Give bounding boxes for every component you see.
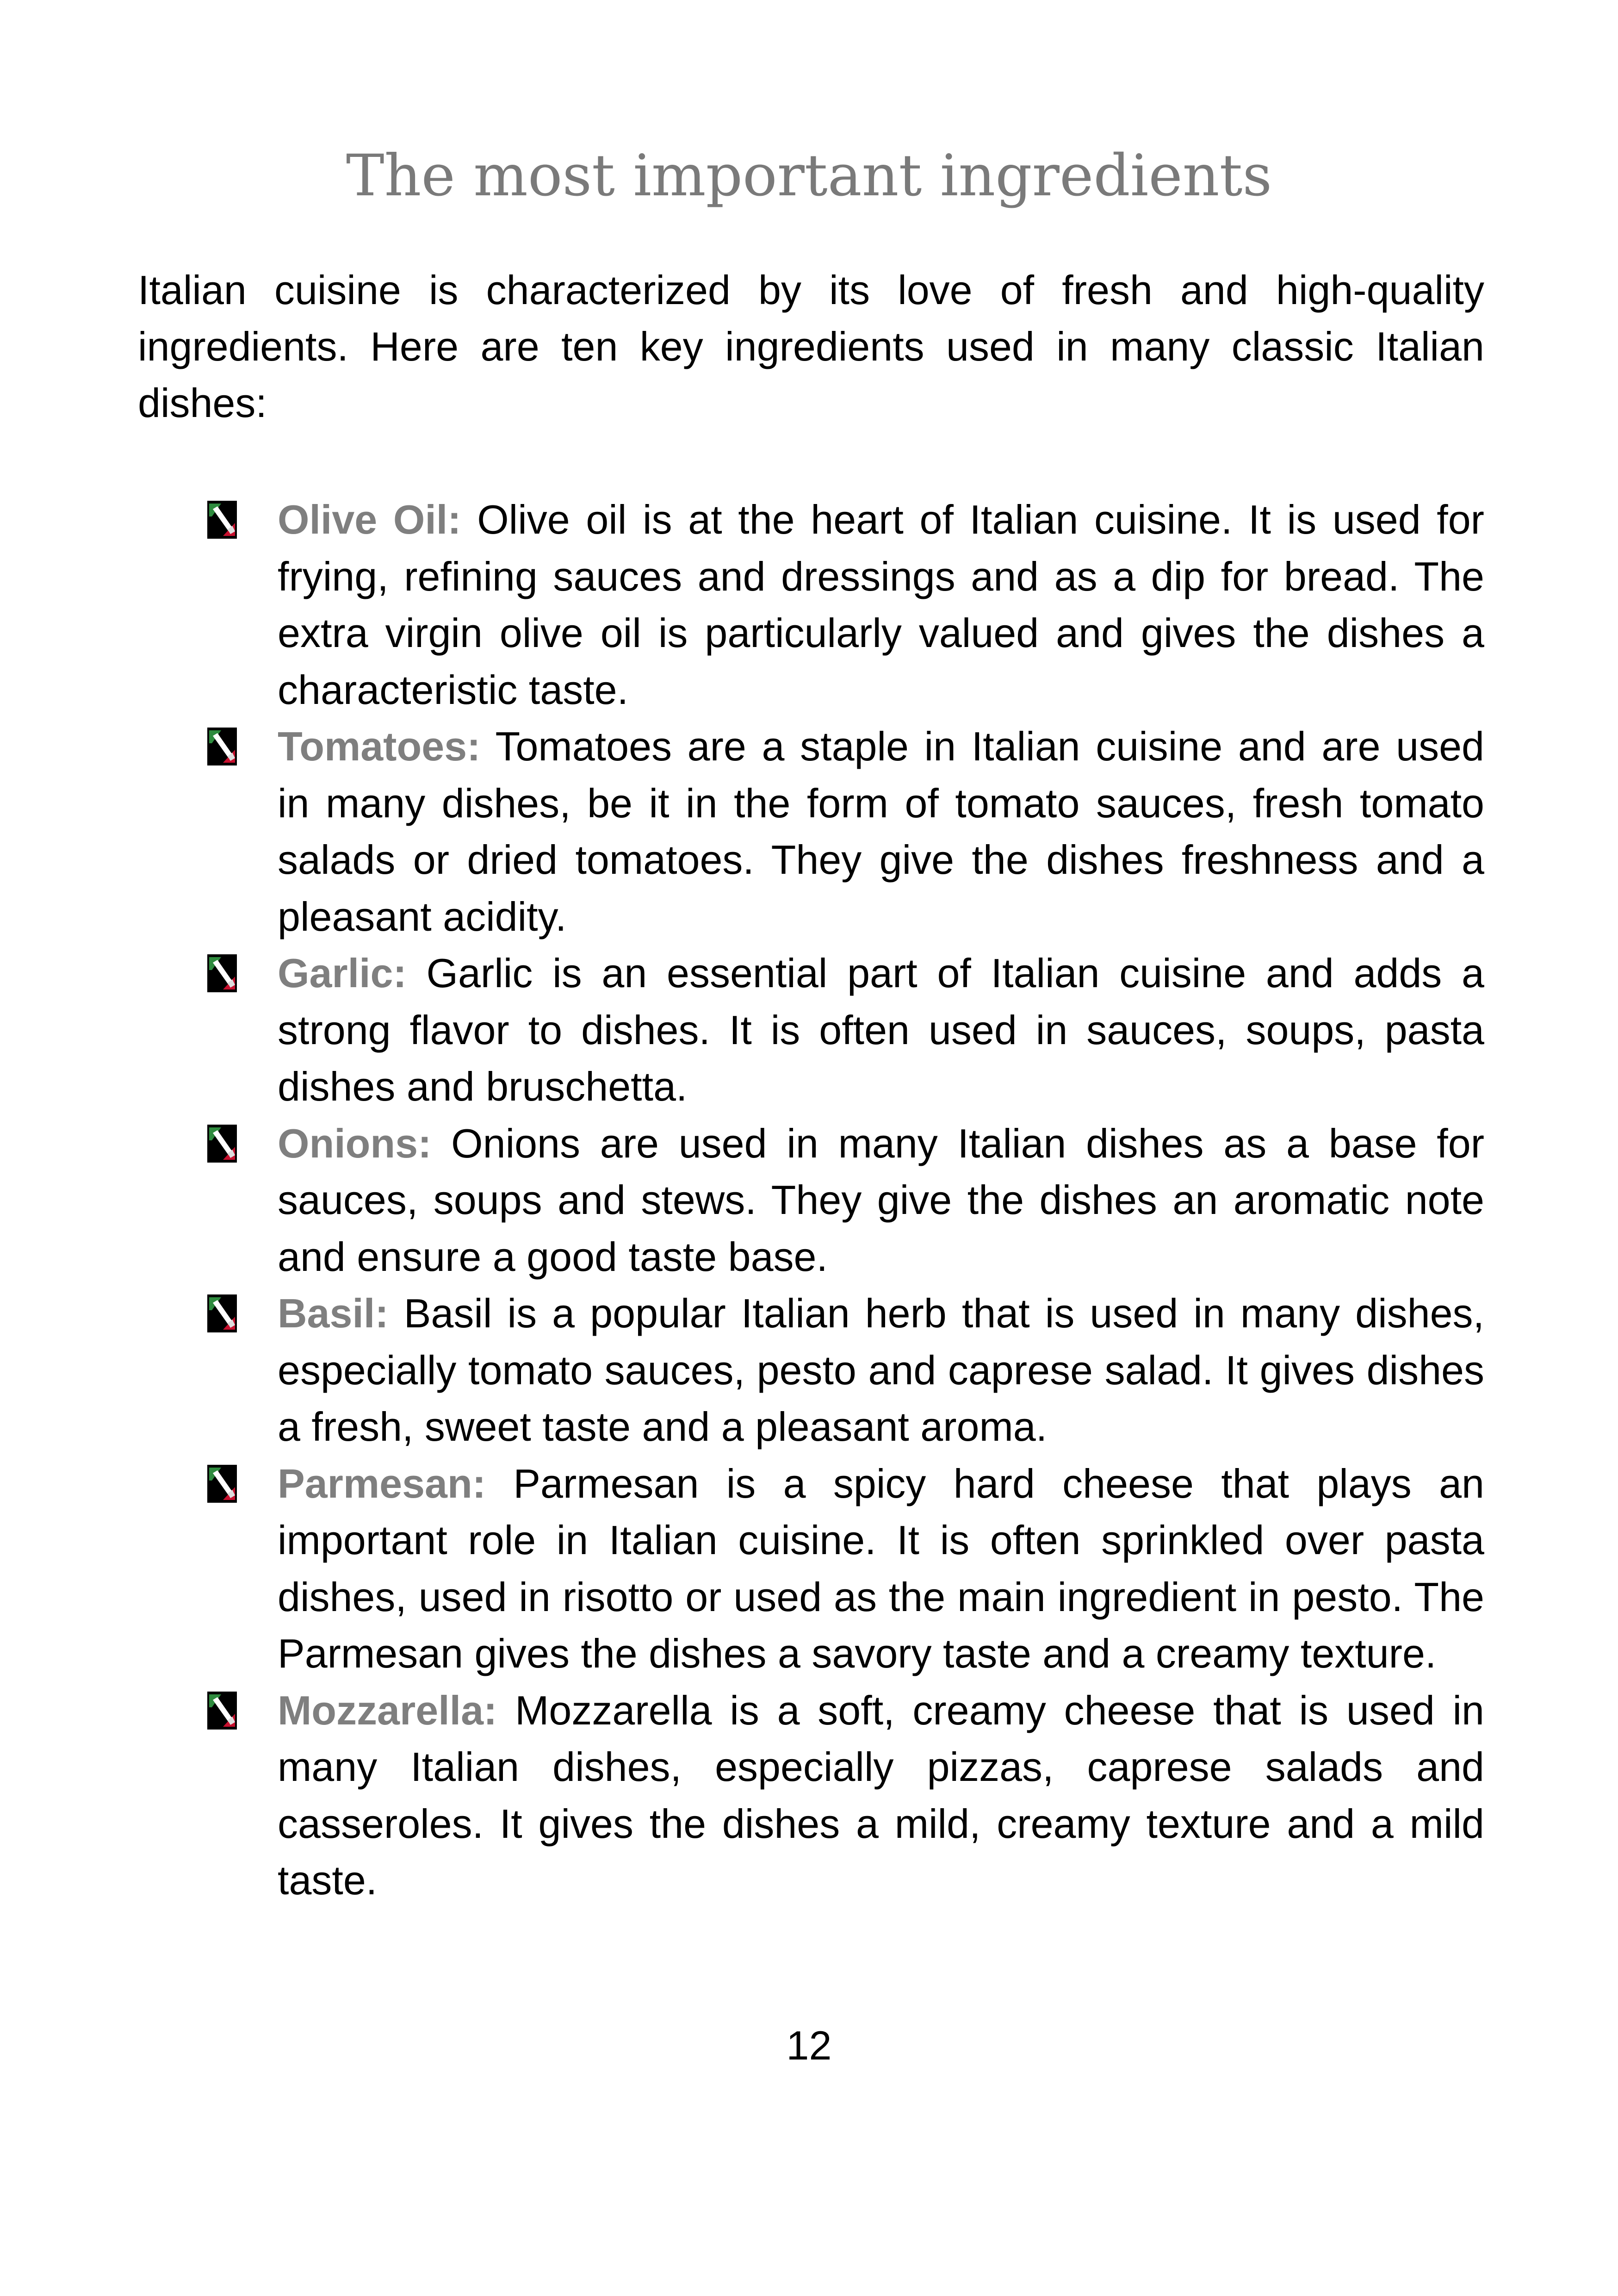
list-item: [207, 1682, 1484, 1909]
italian-flag-knife-icon: [207, 1692, 237, 1730]
page-title: The most important ingredients: [346, 143, 1272, 209]
ingredient-term: Olive Oil:: [278, 497, 461, 542]
ingredient-term: Tomatoes:: [278, 723, 481, 769]
list-item: [207, 1456, 1484, 1682]
ingredient-term: Parmesan:: [278, 1460, 486, 1506]
ingredient-term: Onions:: [278, 1120, 432, 1166]
ingredient-list: [207, 492, 1484, 1909]
list-item: [207, 1115, 1484, 1286]
list-item: [207, 945, 1484, 1115]
page-number: 12: [786, 2022, 832, 2068]
ingredient-description: Olive oil is at the heart of Italian cuisine. It is used for frying, refining sauces and dressings and as a dip for bread. The extra virgin olive oil is particularly valued and gives the dishes a characteristic taste.: [278, 497, 1484, 713]
intro-paragraph: Italian cuisine is characterized by its love of fresh and high-quality ingredients. Here are ten key ingredients used in many classic Italian dishes:: [138, 267, 1484, 426]
italian-flag-knife-icon: [207, 1125, 237, 1163]
italian-flag-knife-icon: [207, 954, 237, 992]
ingredient-description: Parmesan is a spicy hard cheese that plays an important role in Italian cuisine. It is often sprinkled over pasta dishes, used in risotto or used as the main ingredient in pesto. The Parmesan gives the dishes a savory taste and a creamy texture.: [278, 1460, 1484, 1676]
ingredient-description: Basil is a popular Italian herb that is used in many dishes, especially tomato sauces, pesto and caprese salad. It gives dishes a fresh, sweet taste and a pleasant aroma.: [278, 1290, 1484, 1450]
list-item: [207, 492, 1484, 718]
ingredient-description: Garlic is an essential part of Italian cuisine and adds a strong flavor to dishes. It is often used in sauces, soups, pasta dishes and bruschetta.: [278, 950, 1484, 1109]
ingredient-description: Tomatoes are a staple in Italian cuisine and are used in many dishes, be it in the form of tomato sauces, fresh tomato salads or dried tomatoes. They give the dishes freshness and a pleasant acidity.: [278, 723, 1484, 940]
ingredient-term: Basil:: [278, 1290, 389, 1336]
list-item: [207, 718, 1484, 945]
italian-flag-knife-icon: [207, 728, 237, 765]
ingredient-description: Onions are used in many Italian dishes as a base for sauces, soups and stews. They give the dishes an aromatic note and ensure a good taste base.: [278, 1120, 1484, 1280]
ingredient-description: Mozzarella is a soft, creamy cheese that is used in many Italian dishes, especially pizzas, caprese salads and casseroles. It gives the dishes a mild, creamy texture and a mild taste.: [278, 1687, 1484, 1903]
list-item: [207, 1285, 1484, 1456]
italian-flag-knife-icon: [207, 1465, 237, 1503]
italian-flag-knife-icon: [207, 501, 237, 539]
ingredient-term: Garlic:: [278, 950, 407, 996]
italian-flag-knife-icon: [207, 1294, 237, 1332]
ingredient-term: Mozzarella:: [278, 1687, 497, 1733]
